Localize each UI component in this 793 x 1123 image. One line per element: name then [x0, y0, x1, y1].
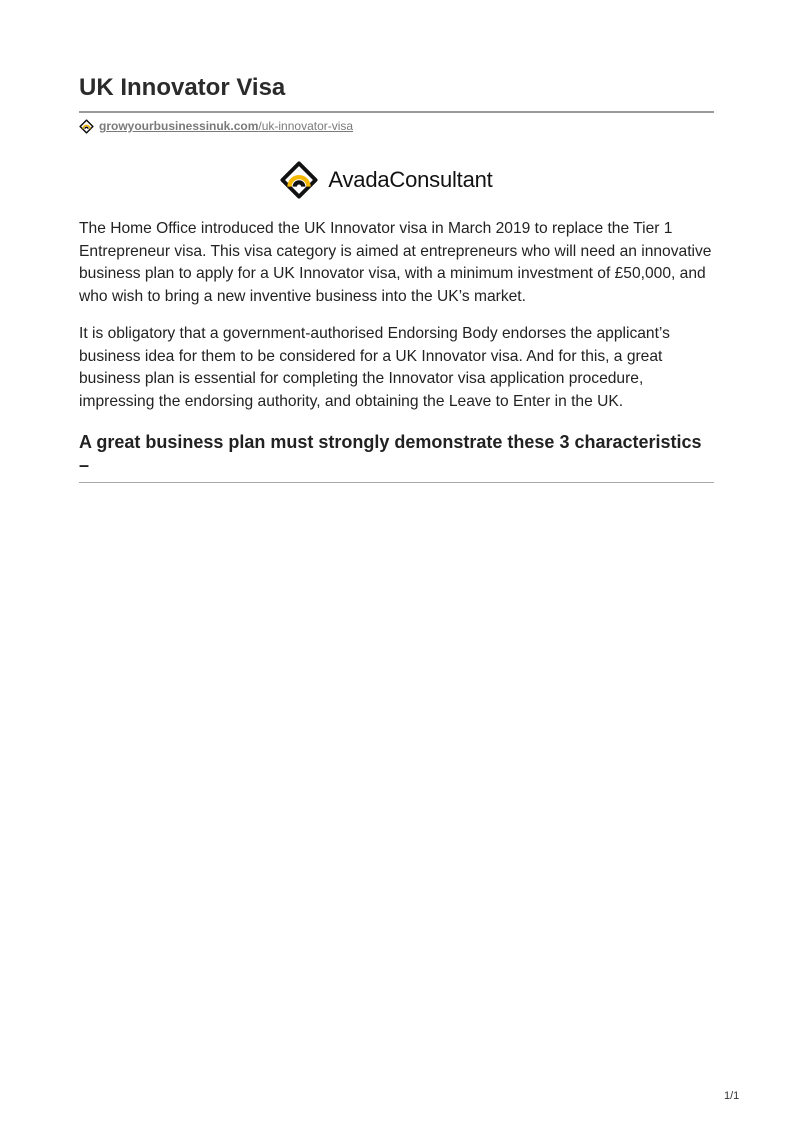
- source-url-link[interactable]: [99, 119, 353, 133]
- intro-paragraph: The Home Office introduced the UK Innovator visa in March 2019 to replace the Tier 1 Entrepreneur visa. This visa category is aimed at entrepreneurs who will need an innovative business plan to apply for a UK Innovator visa, with a minimum investment of £50,000, and who wish to bring a new inventive business into the UK’s market.: [79, 220, 712, 305]
- page-title: UK Innovator Visa: [79, 74, 286, 101]
- avada-logo-icon: [280, 161, 318, 199]
- avada-favicon-icon: [79, 119, 94, 134]
- title-divider: [79, 111, 714, 113]
- page-number: 1/1: [724, 1090, 740, 1102]
- brand-logo: [79, 159, 714, 201]
- source-domain: growyourbusinessinuk.com: [99, 119, 259, 133]
- section-divider: [79, 482, 714, 483]
- brand-name: AvadaConsultant: [328, 167, 493, 192]
- section-heading: A great business plan must strongly demonstrate these 3 characteristics –: [79, 432, 702, 475]
- endorsement-paragraph: It is obligatory that a government-authorised Endorsing Body endorses the applicant’s business idea for them to be considered for a UK Innovator visa. And for this, a great business plan is essential for completing the Innovator visa application procedure, impressing the endorsing authority, and obtaining the Leave to Enter in the UK.: [79, 325, 670, 410]
- source-link-row: [79, 118, 353, 134]
- source-path: /uk-innovator-visa: [258, 119, 354, 133]
